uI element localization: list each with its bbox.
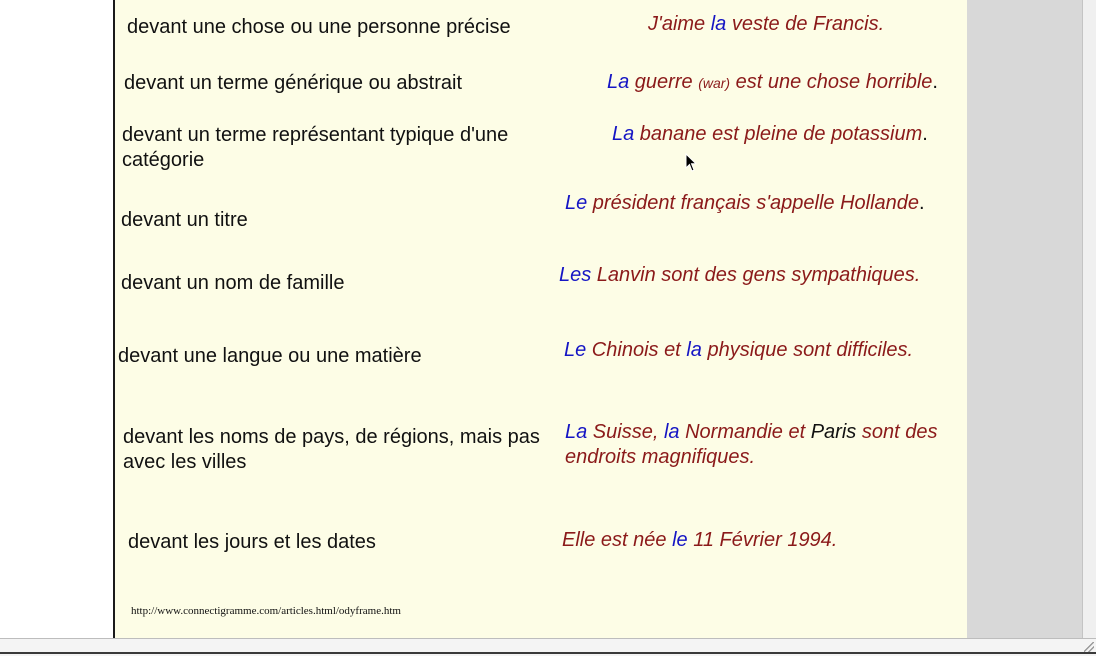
example-word: Elle est née xyxy=(562,529,673,551)
example-sentence xyxy=(565,420,960,470)
example-word: Chinois et xyxy=(586,339,687,361)
article-word: Le xyxy=(564,339,587,361)
rule-text: devant une chose ou une personne précise xyxy=(127,16,511,38)
resize-grip-icon[interactable] xyxy=(1084,642,1094,652)
rule-text: devant un terme représentant typique d'une catégorie xyxy=(122,124,509,171)
article-word: la xyxy=(710,13,727,35)
example-word: est une chose horrible xyxy=(730,71,933,93)
city-word: Paris xyxy=(810,421,857,443)
example-sentence xyxy=(648,12,884,37)
rule-text: devant une langue ou une matière xyxy=(118,345,422,367)
rule-text: devant un titre xyxy=(121,209,248,231)
translation-note: (war) xyxy=(698,75,731,91)
example-word: guerre xyxy=(629,71,699,93)
right-margin xyxy=(967,0,1082,638)
example-word: banane est pleine de potassium xyxy=(634,123,923,145)
example-word: Suisse, xyxy=(587,421,664,443)
mouse-pointer-icon xyxy=(685,153,697,173)
example-word: sont des endroits magnifiques. xyxy=(565,421,938,468)
article-word: la xyxy=(663,421,680,443)
article-word: Les xyxy=(559,264,592,286)
rule-text: devant un nom de famille xyxy=(121,272,345,294)
left-margin xyxy=(0,0,113,638)
sentence-period: . xyxy=(922,123,928,145)
example-word: veste de Francis. xyxy=(726,13,885,35)
vertical-scrollbar[interactable] xyxy=(1082,0,1096,638)
example-sentence xyxy=(559,263,920,288)
example-word: président français s'appelle Hollande xyxy=(587,192,920,214)
rule-text: devant les jours et les dates xyxy=(128,531,376,553)
article-word: le xyxy=(672,529,688,551)
example-sentence xyxy=(565,191,925,216)
horizontal-scrollbar[interactable] xyxy=(0,638,1096,656)
example-word: Lanvin sont des gens sympathiques. xyxy=(591,264,921,286)
article-word: La xyxy=(565,421,588,443)
example-word: physique sont difficiles. xyxy=(701,339,914,361)
rule-text: devant un terme générique ou abstrait xyxy=(124,72,462,94)
rule-text: devant les noms de pays, de régions, mais pas avec les villes xyxy=(123,426,540,473)
sentence-period: . xyxy=(932,71,938,93)
sentence-period: . xyxy=(919,192,925,214)
article-word: Le xyxy=(565,192,588,214)
source-link[interactable]: http://www.connectigramme.com/articles.html/odyframe.htm xyxy=(131,605,401,617)
example-word: J'aime xyxy=(648,13,711,35)
example-sentence xyxy=(612,122,928,147)
example-sentence xyxy=(562,528,837,553)
window-bottom-edge xyxy=(0,652,1096,654)
article-word: La xyxy=(607,71,630,93)
article-word: la xyxy=(686,339,702,361)
example-word: 11 Février 1994. xyxy=(687,529,838,551)
example-word: Normandie et xyxy=(679,421,811,443)
example-sentence xyxy=(607,70,938,96)
example-sentence xyxy=(564,338,913,363)
article-word: La xyxy=(612,123,635,145)
